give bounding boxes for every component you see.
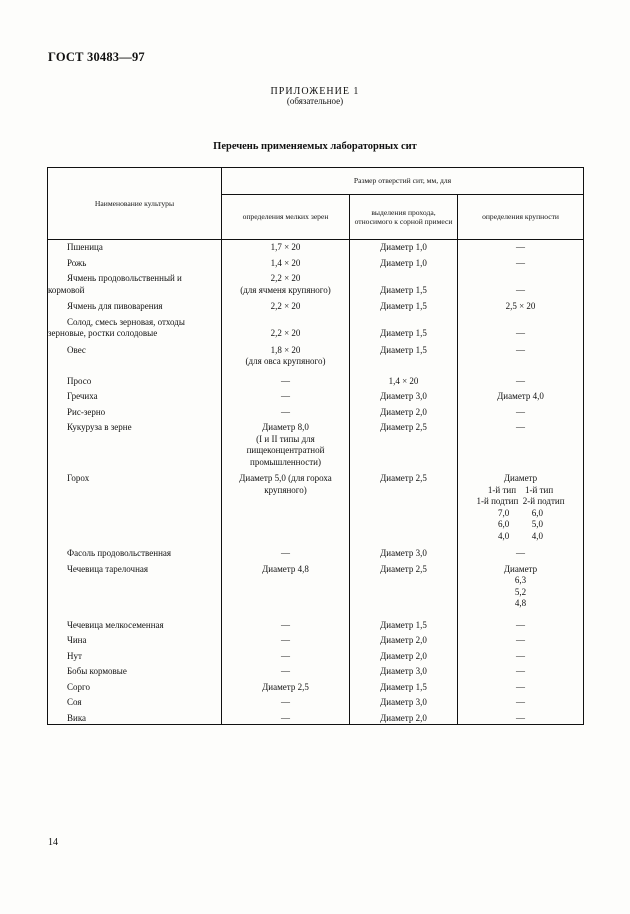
small-grain-cell-value: — — [281, 391, 290, 401]
table-row — [48, 391, 584, 407]
coarseness-cell — [458, 301, 584, 317]
weed-passage-cell-value: Диаметр 1,5 — [380, 328, 427, 338]
weed-passage-cell — [350, 666, 458, 682]
weed-passage-cell — [350, 620, 458, 636]
table-title: Перечень применяемых лабораторных сит — [213, 141, 417, 152]
coarseness-cell-value: — — [516, 242, 526, 252]
weed-passage-cell — [350, 682, 458, 698]
small-grain-cell — [222, 548, 350, 564]
small-grain-cell-value: — — [281, 650, 290, 661]
small-grain-cell — [222, 345, 350, 376]
weed-passage-header: выделения прохода, относимого к сорной примеси — [350, 195, 458, 240]
coarseness-cell-value: 2,5 × 20 — [505, 301, 536, 311]
coarseness-cell-value: — — [516, 712, 526, 723]
small-grain-cell — [222, 376, 350, 392]
weed-passage-cell-value: Диаметр 2,0 — [380, 650, 427, 661]
table-row — [48, 666, 584, 682]
coarseness-cell-value: — — [516, 375, 526, 386]
coarseness-cell — [458, 620, 584, 636]
small-grain-cell-value: — — [281, 619, 290, 630]
culture-name-line: Рис-зерно — [67, 406, 106, 417]
small-grain-cell-value: — — [281, 635, 290, 645]
table-row — [48, 258, 584, 274]
culture-name-cell — [48, 548, 222, 564]
small-grain-header: определения мелких зерен — [222, 195, 350, 240]
small-grain-cell — [222, 258, 350, 274]
appendix-subtitle: (обязательное) — [286, 96, 344, 106]
small-grain-cell-value: 2,2 × 20 (для ячменя крупяного) — [240, 273, 331, 295]
table-row — [48, 564, 584, 620]
culture-name-cell — [48, 666, 222, 682]
culture-name-line: Солод, смесь зерновая, отходы — [67, 316, 185, 327]
coarseness-cell-value: — — [516, 284, 526, 295]
table-row — [48, 473, 584, 548]
culture-name-line: Соя — [67, 697, 82, 707]
small-grain-cell — [222, 391, 350, 407]
culture-name-cell — [48, 682, 222, 698]
weed-passage-cell — [350, 258, 458, 274]
culture-name-cell — [48, 564, 222, 620]
culture-name-cell — [48, 473, 222, 548]
coarseness-cell — [458, 635, 584, 651]
small-grain-cell-value: 2,2 × 20 — [270, 328, 301, 338]
culture-name-cell — [48, 635, 222, 651]
small-grain-cell — [222, 240, 350, 258]
culture-name-line: Вика — [67, 712, 87, 723]
small-grain-cell-value: — — [281, 666, 290, 676]
weed-passage-cell-value: Диаметр 1,0 — [380, 257, 427, 268]
culture-name-cell — [48, 391, 222, 407]
weed-passage-cell — [350, 376, 458, 392]
weed-passage-cell — [350, 317, 458, 345]
small-grain-cell-value: — — [281, 548, 290, 558]
culture-name-line: Чина — [67, 635, 87, 645]
table-row — [48, 651, 584, 667]
coarseness-cell — [458, 240, 584, 258]
weed-passage-cell-value: Диаметр 3,0 — [380, 666, 427, 676]
small-grain-cell — [222, 301, 350, 317]
culture-name-cell — [48, 407, 222, 423]
coarseness-cell — [458, 713, 584, 725]
coarseness-cell — [458, 258, 584, 274]
coarseness-cell-value: — — [516, 666, 526, 676]
coarseness-cell-value: Диаметр 1-й тип 1-й тип 1-й подтип 2-й подтип 7,0 6,0 6,0 5,0 4,0 4,0 — [476, 473, 565, 541]
page-number: 14 — [48, 837, 58, 848]
weed-passage-cell-value: Диаметр 2,5 — [380, 563, 427, 574]
culture-name-header: Наименование культуры — [48, 168, 222, 240]
weed-passage-cell — [350, 407, 458, 423]
coarseness-cell — [458, 422, 584, 473]
small-grain-cell — [222, 317, 350, 345]
table-row — [48, 713, 584, 725]
weed-passage-cell — [350, 713, 458, 725]
weed-passage-cell-value: Диаметр 2,5 — [380, 422, 427, 432]
culture-name-line: Просо — [67, 375, 92, 386]
document-code: ГОСТ 30483—97 — [48, 50, 145, 64]
small-grain-cell — [222, 713, 350, 725]
coarseness-cell — [458, 548, 584, 564]
coarseness-cell — [458, 345, 584, 376]
coarseness-cell-value: — — [516, 344, 526, 355]
small-grain-cell-value: Диаметр 2,5 — [262, 681, 309, 692]
table-row — [48, 548, 584, 564]
culture-name-line: Рожь — [67, 257, 87, 268]
culture-name-cell — [48, 713, 222, 725]
coarseness-cell — [458, 317, 584, 345]
small-grain-cell — [222, 564, 350, 620]
small-grain-cell — [222, 666, 350, 682]
table-row — [48, 317, 584, 345]
culture-name-cell — [48, 301, 222, 317]
culture-name-line: Сорго — [67, 681, 90, 692]
small-grain-cell — [222, 422, 350, 473]
coarseness-cell — [458, 682, 584, 698]
weed-passage-cell-value: Диаметр 2,0 — [380, 712, 427, 723]
small-grain-cell-value: — — [281, 375, 290, 386]
table-row — [48, 682, 584, 698]
table-row — [48, 620, 584, 636]
culture-name-line: Ячмень для пивоварения — [67, 301, 163, 311]
weed-passage-cell-value: Диаметр 1,5 — [380, 284, 427, 295]
table-row — [48, 422, 584, 473]
culture-name-cell — [48, 651, 222, 667]
weed-passage-cell-value: Диаметр 2,0 — [380, 635, 427, 645]
small-grain-cell-value: Диаметр 4,8 — [262, 563, 309, 574]
weed-passage-cell-value: Диаметр 3,0 — [380, 391, 427, 401]
coarseness-header: определения крупности — [458, 195, 584, 240]
culture-name-line: кормовой — [48, 284, 85, 295]
weed-passage-cell-value: Диаметр 2,0 — [380, 406, 427, 417]
weed-passage-cell-value: Диаметр 1,5 — [380, 344, 427, 355]
coarseness-cell — [458, 651, 584, 667]
culture-name-line: Нут — [67, 650, 82, 661]
culture-name-line: зерновые, ростки солодовые — [48, 328, 158, 338]
coarseness-cell-value: — — [516, 619, 526, 630]
table-row — [48, 301, 584, 317]
weed-passage-cell-value: Диаметр 2,5 — [380, 473, 427, 483]
small-grain-cell — [222, 635, 350, 651]
weed-passage-cell — [350, 651, 458, 667]
culture-name-line: Овес — [67, 344, 86, 355]
weed-passage-cell-value: Диаметр 1,5 — [380, 619, 427, 630]
culture-name-cell — [48, 240, 222, 258]
coarseness-cell — [458, 391, 584, 407]
coarseness-cell — [458, 666, 584, 682]
culture-name-line: Гречиха — [67, 391, 98, 401]
coarseness-cell — [458, 473, 584, 548]
coarseness-cell-value: — — [516, 681, 526, 692]
culture-name-cell — [48, 345, 222, 376]
culture-name-cell — [48, 422, 222, 473]
small-grain-cell — [222, 473, 350, 548]
small-grain-cell — [222, 407, 350, 423]
small-grain-cell — [222, 651, 350, 667]
appendix-title: ПРИЛОЖЕНИЕ 1 — [270, 86, 360, 97]
table-row — [48, 635, 584, 651]
weed-passage-cell-value: Диаметр 1,0 — [380, 242, 427, 252]
culture-name-cell — [48, 273, 222, 301]
small-grain-cell — [222, 273, 350, 301]
weed-passage-cell — [350, 391, 458, 407]
coarseness-cell-value: — — [516, 697, 526, 707]
coarseness-cell — [458, 407, 584, 423]
coarseness-cell-value: — — [516, 548, 526, 558]
table-row — [48, 273, 584, 301]
table-row — [48, 345, 584, 376]
weed-passage-cell — [350, 697, 458, 713]
culture-name-line: Бобы кормовые — [67, 666, 127, 676]
weed-passage-cell — [350, 548, 458, 564]
coarseness-cell-value: — — [516, 635, 526, 645]
small-grain-cell — [222, 620, 350, 636]
small-grain-cell-value: Диаметр 8,0 (I и II типы для пищеконцентратной промышленности) — [246, 422, 325, 467]
small-grain-cell-value: 1,4 × 20 — [270, 257, 301, 268]
weed-passage-cell-value: Диаметр 1,5 — [380, 301, 427, 311]
small-grain-cell-value: 1,7 × 20 — [270, 242, 301, 252]
coarseness-cell — [458, 376, 584, 392]
table-row — [48, 697, 584, 713]
weed-passage-cell — [350, 273, 458, 301]
weed-passage-cell — [350, 473, 458, 548]
weed-passage-cell-value: Диаметр 3,0 — [380, 697, 427, 707]
table-row — [48, 407, 584, 423]
small-grain-cell-value: Диаметр 5,0 (для гороха крупяного) — [239, 473, 332, 495]
weed-passage-cell — [350, 422, 458, 473]
coarseness-cell — [458, 564, 584, 620]
weed-passage-cell-value: 1,4 × 20 — [388, 375, 419, 386]
coarseness-cell-value: — — [516, 406, 526, 417]
coarseness-cell — [458, 697, 584, 713]
coarseness-cell-value: — — [516, 328, 526, 338]
culture-name-cell — [48, 376, 222, 392]
small-grain-cell-value: — — [281, 697, 290, 707]
culture-name-cell — [48, 258, 222, 274]
coarseness-cell — [458, 273, 584, 301]
small-grain-cell-value: 2,2 × 20 — [270, 301, 301, 311]
culture-name-line: Чечевица мелкосеменная — [67, 619, 164, 630]
culture-name-cell — [48, 317, 222, 345]
sieve-table — [47, 167, 584, 725]
small-grain-cell-value: — — [281, 712, 290, 723]
small-grain-cell — [222, 682, 350, 698]
table-row — [48, 240, 584, 258]
small-grain-cell-value: — — [281, 406, 290, 417]
small-grain-cell — [222, 697, 350, 713]
culture-name-line: Горох — [67, 473, 90, 483]
culture-name-line: Пшеница — [67, 242, 103, 252]
culture-name-cell — [48, 620, 222, 636]
culture-name-line: Фасоль продовольственная — [67, 548, 172, 558]
culture-name-cell — [48, 697, 222, 713]
weed-passage-cell — [350, 301, 458, 317]
culture-name-line: Чечевица тарелочная — [67, 563, 149, 574]
weed-passage-cell-value: Диаметр 1,5 — [380, 681, 427, 692]
weed-passage-cell — [350, 635, 458, 651]
coarseness-cell-value: Диаметр 4,0 — [497, 391, 544, 401]
weed-passage-cell — [350, 240, 458, 258]
coarseness-cell-value: — — [516, 257, 526, 268]
small-grain-cell-value: 1,8 × 20 (для овса крупяного) — [245, 344, 326, 366]
weed-passage-cell-value: Диаметр 3,0 — [380, 548, 427, 558]
weed-passage-cell — [350, 345, 458, 376]
coarseness-cell-value: Диаметр 6,3 5,2 4,8 — [503, 563, 538, 608]
coarseness-cell-value: — — [516, 650, 526, 661]
culture-name-line: Ячмень продовольственный и — [67, 273, 182, 283]
sieve-size-header: Размер отверстий сит, мм, для — [222, 168, 584, 195]
culture-name-line: Кукуруза в зерне — [67, 422, 132, 432]
weed-passage-cell — [350, 564, 458, 620]
table-row — [48, 376, 584, 392]
coarseness-cell-value: — — [516, 422, 526, 432]
